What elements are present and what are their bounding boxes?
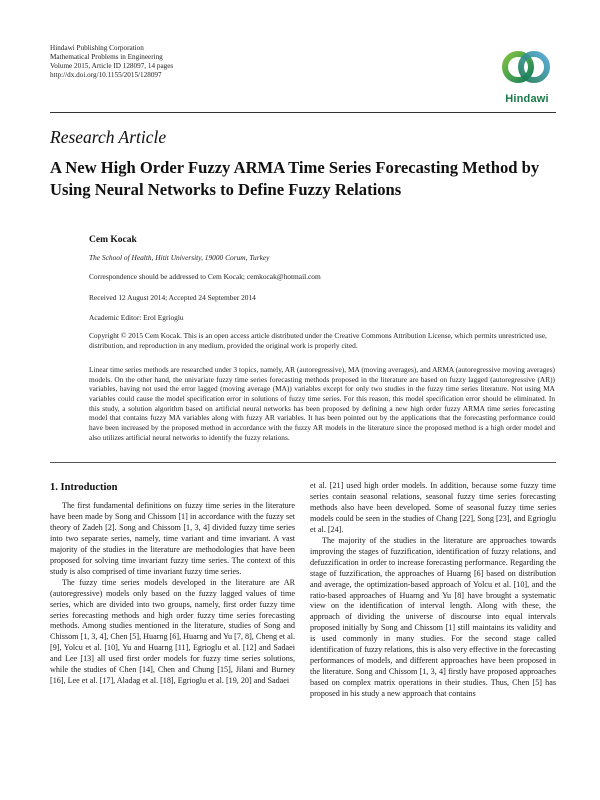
author-name: Cem Kocak — [89, 235, 137, 245]
journal-name: Mathematical Problems in Engineering — [50, 53, 163, 61]
doi-link[interactable]: http://dx.doi.org/10.1155/2015/128097 — [50, 71, 162, 79]
body-column-left — [50, 501, 295, 687]
academic-editor: Academic Editor: Erol Egrioglu — [89, 313, 184, 322]
journal-header — [50, 44, 173, 80]
paragraph: The fuzzy time series models developed in the literature are AR (autoregressive) models only based on the fuzzy lagged values of time series, which are divided into two groups, namely, first order fuzzy time series forecasting methods and high order fuzzy time series forecasting methods. Among studies mentioned in the literature, studies of Song and Chissom [1, 3, 4], Chen [5], Huarng [6], Huarng and Yu [7, 8], Cheng et al. [9], Yolcu et al. [10], Yu and Huarng [11], Egrioglu et al. [12] and Sadaei and Lee [13] all used first order models for fuzzy time series solutions, while the studies of Chen [14], Chen and Chung [15], Jilani and Burney [16], Lee et al. [17], Aladag et al. [18], Egrioglu et al. [19, 20] and Sadaei — [50, 577, 295, 686]
author-affiliation: The School of Health, Hitit University, 19000 Corum, Turkey — [89, 253, 270, 262]
volume-line: Volume 2015, Article ID 128097, 14 pages — [50, 62, 174, 70]
hindawi-logo-text: Hindawi — [505, 93, 549, 105]
article-title: A New High Order Fuzzy ARMA Time Series Forecasting Method by Using Neural Networks to Define Fuzzy Relations — [50, 158, 540, 199]
section-heading-introduction: 1. Introduction — [50, 482, 118, 493]
copyright-notice: Copyright © 2015 Cem Kocak. This is an open access article distributed under the Creative Commons Attribution License, which permits unrestricted use, distribution, and reproduction in any medium, provided the original work is properly cited. — [89, 331, 547, 350]
correspondence-line: Correspondence should be addressed to Cem Kocak; cemkocak@hotmail.com — [89, 272, 321, 281]
paragraph: The first fundamental definitions on fuzzy time series in the literature have been made by Song and Chissom [1] in accordance with the fuzzy set theory of Zadeh [2]. Song and Chissom [1, 3, 4] divided fuzzy time series into two separate series, namely, time variant and time invariant. A vast majority of the studies in the literature are methodologies that have been proposed for solving time invariant fuzzy time series. The context of this study is also comprised of time invariant fuzzy time series. — [50, 501, 295, 576]
abstract: Linear time series methods are researched under 3 topics, namely, AR (autoregressive), MA (moving averages), and ARMA (autoregressive moving averages) models. On the other hand, the univariate fuzzy time series forecasting methods proposed in the literature are based on fuzzy lagged (autoregressive (AR)) variables, having not used the error lagged (moving average (MA)) variables except for only two studies in the fuzzy time series literature. Not using MA variables could cause the model specification error in solutions of fuzzy time series. For this reason, this model specification error should be eliminated. In this study, a solution algorithm based on artificial neural networks has been proposed by defining a new high order fuzzy ARMA time series forecasting model that contains fuzzy MA variables along with fuzzy AR variables. It has been pointed out by the applications that the forecasting performance could have been increased by the proposed method in accordance with the fuzzy AR models in the literature since the proposed method is a high order model and also utilizes artificial neural networks to identify the fuzzy relations. — [89, 365, 555, 442]
received-accepted-dates: Received 12 August 2014; Accepted 24 September 2014 — [89, 293, 256, 302]
paragraph: The majority of the studies in the literature are approaches towards improving the stages of fuzzification, identification of fuzzy relations, and defuzzification in order to increase forecasting performance. Regarding the stage of fuzzification, the approaches of Huarng [6] based on distribution and average, the optimization-based approach of Yolcu et al. [10], and the ratio-based approaches of Huarng and Yu [8] have brought a systematic view on the identification of interval length. Along with these, the approach of dividing the universe of discourse into equal intervals proposed initially by Song and Chissom [1] still maintains its validity and is used commonly in many studies. For the second stage called identification of fuzzy relations, this is also very effective in the forecasting performances of models, and different approaches have been proposed in the literature. Song and Chissom [1, 3, 4] firstly have proposed approaches based on complex matrix operations in their studies. Thus, Chen [5] has proposed in his study a new approach that contains — [310, 535, 556, 699]
abstract-divider — [50, 462, 556, 463]
paragraph: et al. [21] used high order models. In addition, because some fuzzy time series contain seasonal relations, seasonal fuzzy time series forecasting methods also have been developed. Some of seasonal fuzzy time series models could be seen in the studies of Chang [22], Song [23], and Egrioglu et al. [24]. — [310, 481, 556, 534]
body-column-right — [310, 481, 556, 700]
header-divider — [50, 112, 556, 113]
article-type: Research Article — [50, 127, 167, 147]
publisher-line: Hindawi Publishing Corporation — [50, 44, 144, 52]
